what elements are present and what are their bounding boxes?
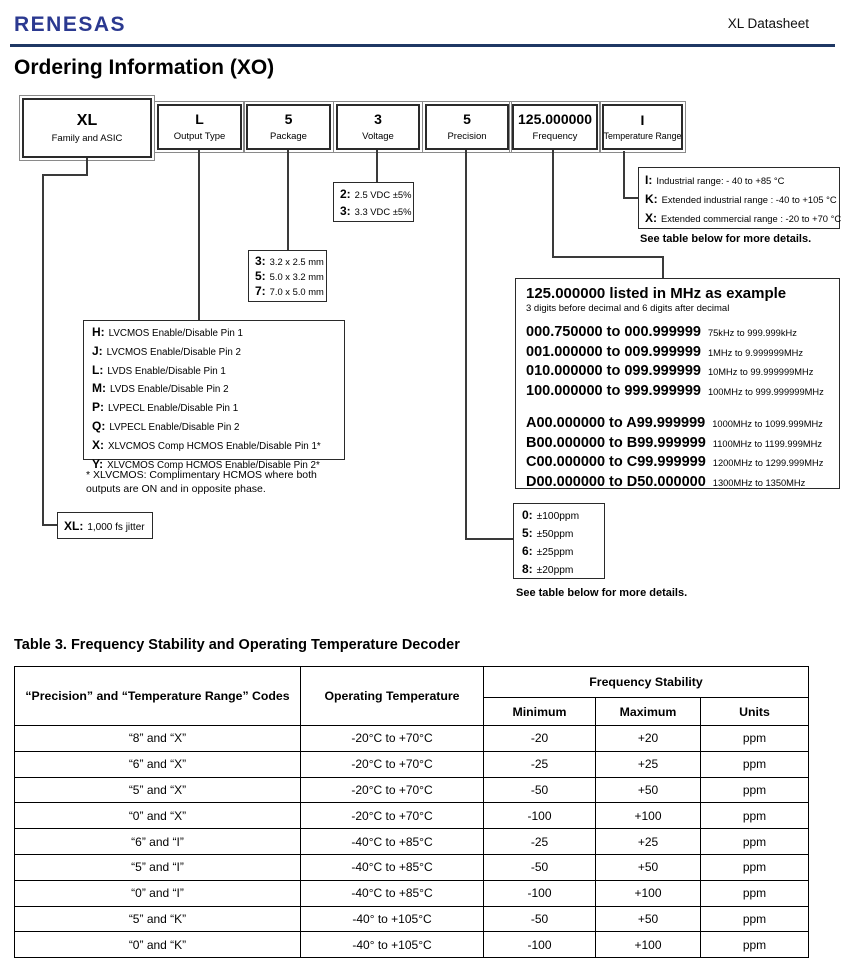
table-row [15,726,809,752]
code-description: ±50ppm [536,529,574,540]
frequency-code-range: D00.000000 to D50.000000 [526,473,706,490]
connector-output-type [198,150,200,320]
code-key: M: [92,381,106,396]
cell-minimum: -100 [484,932,596,958]
temperature-code-item [645,190,837,209]
code-description: LVDS Enable/Disable Pin 1 [107,365,226,377]
table-row [15,829,809,855]
code-key: K: [645,192,658,206]
package-code-item [255,254,324,269]
part-number-box [512,104,598,150]
cell-operating-temperature: -20°C to +70°C [301,803,484,829]
cell-minimum: -100 [484,880,596,906]
frequency-callout-title: 125.000000 listed in MHz as example [526,285,787,302]
cell-codes: “0” and “K” [15,932,301,958]
code-description: 1,000 fs jitter [87,521,145,533]
cell-operating-temperature: -20°C to +70°C [301,726,484,752]
renesas-logo: RENESAS [14,13,127,36]
frequency-stability-table [14,666,809,958]
part-number-field-label: Frequency [532,130,578,142]
table3-wrapper [14,666,809,958]
frequency-range-row [526,382,829,402]
cell-units: ppm [701,932,809,958]
header-codes: “Precision” and “Temperature Range” Codes [15,667,301,726]
output-type-code-item [92,343,336,362]
table-row [15,906,809,932]
cell-codes: “5” and “I” [15,854,301,880]
cell-codes: “0” and “I” [15,880,301,906]
code-description: XLVCMOS Comp HCMOS Enable/Disable Pin 2* [107,459,320,471]
header-minimum: Minimum [484,698,596,726]
code-key: 3: [255,254,266,268]
table-row [15,854,809,880]
page-title: Ordering Information (XO) [14,56,275,79]
cell-codes: “0” and “X” [15,803,301,829]
code-description: LVPECL Enable/Disable Pin 1 [108,403,239,415]
frequency-range-row [526,362,829,382]
part-number-code: 125.000000 [518,111,592,128]
frequency-value-range: 100MHz to 999.999999MHz [707,386,824,397]
connector-frequency [662,256,664,278]
part-number-field-label: Voltage [362,130,394,142]
frequency-code-range: C00.000000 to C99.999999 [526,454,706,470]
frequency-code-range: A00.000000 to A99.999999 [526,415,706,431]
code-key: 7: [255,284,266,298]
header-frequency-stability: Frequency Stability [484,667,809,698]
frequency-value-range: 10MHz to 99.999999MHz [707,367,814,377]
cell-maximum: +25 [596,751,701,777]
cell-codes: “5” and “X” [15,777,301,803]
frequency-value-range: 1000MHz to 1099.999MHz [712,419,823,429]
code-key: J: [92,343,103,358]
temperature-code-item [645,209,842,228]
connector-voltage [376,150,378,182]
part-number-code: 5 [284,111,293,128]
temperature-see-table-note: See table below for more details. [640,233,812,245]
code-description: 3.3 VDC ±5% [354,206,412,217]
part-number-box [336,104,420,150]
code-description: XLVCMOS Comp HCMOS Enable/Disable Pin 1* [108,440,321,452]
output-type-code-item [92,380,336,399]
connector-temperature [623,197,638,199]
cell-operating-temperature: -40°C to +85°C [301,854,484,880]
code-description: ±25ppm [536,547,574,558]
code-key: 5: [522,526,533,540]
frequency-code-range: 001.000000 to 009.999999 [526,343,701,360]
connector-temperature [623,151,625,199]
table3-caption: Table 3. Frequency Stability and Operating Temperature Decoder [14,637,460,653]
cell-maximum: +100 [596,880,701,906]
table-row [15,777,809,803]
frequency-value-range: 1300MHz to 1350MHz [712,477,806,488]
connector-family [42,174,44,526]
code-key: X: [92,437,104,452]
frequency-range-row [526,414,829,434]
header-units: Units [701,698,809,726]
family-code-item [64,519,145,533]
output-type-code-item [92,399,336,418]
voltage-code-item [340,186,412,203]
frequency-value-range: 1MHz to 9.999999MHz [707,347,804,358]
frequency-group-gap [526,401,829,414]
code-key: L: [92,362,104,377]
part-number-code: 3 [374,111,382,128]
code-key: 5: [255,269,266,283]
frequency-callout [515,278,840,489]
connector-frequency [552,256,664,258]
document-title: XL Datasheet [727,16,809,31]
connector-frequency [552,150,554,258]
part-number-code: 5 [463,111,471,128]
connector-precision [465,150,467,540]
code-description: LVCMOS Enable/Disable Pin 1 [108,328,243,339]
table-row [15,880,809,906]
frequency-range-row [526,323,829,343]
output-type-code-item [92,418,336,437]
cell-units: ppm [701,726,809,752]
code-key: Q: [92,418,106,433]
connector-family [42,174,88,176]
frequency-value-range: 75kHz to 999.999kHz [707,328,797,338]
cell-units: ppm [701,880,809,906]
cell-operating-temperature: -40° to +105°C [301,932,484,958]
cell-units: ppm [701,829,809,855]
cell-minimum: -100 [484,803,596,829]
cell-units: ppm [701,854,809,880]
frequency-code-range: 010.000000 to 099.999999 [526,363,701,379]
temperature-code-item [645,171,833,190]
cell-codes: “5” and “K” [15,906,301,932]
header-operating-temperature: Operating Temperature [301,667,484,726]
table-row [15,803,809,829]
package-code-item [255,284,324,299]
code-description: LVCMOS Enable/Disable Pin 2 [106,346,241,358]
cell-maximum: +25 [596,829,701,855]
output-type-footnote: * XLVCMOS: Complimentary HCMOS where both outputs are ON and in opposite phase. [86,469,317,496]
voltage-code-item [340,203,412,220]
frequency-code-range: 000.750000 to 000.999999 [526,324,701,340]
code-description: Extended industrial range : -40 to +105 °C [661,194,837,205]
cell-maximum: +20 [596,726,701,752]
connector-package [287,150,289,250]
package-callout [248,250,327,302]
part-number-field-label: Output Type [173,130,226,142]
code-description: Extended commercial range : -20 to +70 °C [661,213,842,224]
header-maximum: Maximum [596,698,701,726]
output-type-code-item [92,437,336,456]
part-number-box [22,98,152,158]
code-key: I: [645,173,653,187]
part-number-box [425,104,509,150]
code-description: 5.0 x 3.2 mm [269,271,324,282]
code-description: ±20ppm [536,565,574,576]
precision-see-table-note: See table below for more details. [516,587,688,599]
cell-operating-temperature: -20°C to +70°C [301,777,484,803]
frequency-code-range: 100.000000 to 999.999999 [526,382,701,399]
part-number-field-label: Package [270,130,307,142]
precision-code-item [522,543,596,561]
part-number-field-label: Temperature Range [603,131,682,142]
cell-codes: “6” and “I” [15,829,301,855]
code-key: 8: [522,562,533,576]
cell-codes: “8” and “X” [15,726,301,752]
precision-code-item [522,507,596,525]
frequency-callout-subtitle: 3 digits before decimal and 6 digits after decimal [526,303,730,314]
precision-callout [513,503,605,579]
part-number-field-label: Family and ASIC [51,132,123,144]
output-type-callout [83,320,345,471]
cell-operating-temperature: -40°C to +85°C [301,829,484,855]
frequency-range-row [526,453,829,473]
cell-maximum: +100 [596,803,701,829]
header-rule [10,44,835,47]
cell-minimum: -25 [484,829,596,855]
code-key: P: [92,400,104,415]
code-key: 0: [522,508,533,522]
code-description: 2.5 VDC ±5% [354,189,412,200]
frequency-range-row [526,343,829,363]
cell-operating-temperature: -40° to +105°C [301,906,484,932]
code-key: H: [92,325,105,339]
code-key: Y: [92,456,104,471]
cell-codes: “6” and “X” [15,751,301,777]
code-description: LVDS Enable/Disable Pin 2 [110,384,229,396]
code-description: Industrial range: - 40 to +85 °C [656,175,785,186]
part-number-code: I [640,111,645,128]
cell-minimum: -25 [484,751,596,777]
code-description: ±100ppm [536,511,580,522]
code-key: 3: [340,204,351,218]
code-key: X: [645,211,657,225]
part-number-box [602,104,683,150]
cell-maximum: +50 [596,777,701,803]
temperature-range-callout [638,167,840,229]
cell-maximum: +50 [596,854,701,880]
part-number-code: L [195,111,204,128]
part-number-code: XL [76,112,98,130]
precision-code-item [522,561,596,579]
cell-minimum: -50 [484,854,596,880]
cell-units: ppm [701,751,809,777]
code-key: 6: [522,544,533,558]
cell-operating-temperature: -20°C to +70°C [301,751,484,777]
table-row [15,751,809,777]
output-type-code-item [92,324,336,343]
code-description: 7.0 x 5.0 mm [269,286,324,297]
output-type-code-item [92,362,336,381]
connector-family [42,524,57,526]
code-key: 2: [340,187,351,201]
part-number-box [157,104,242,150]
frequency-code-range: B00.000000 to B99.999999 [526,434,706,451]
cell-maximum: +100 [596,932,701,958]
connector-precision [465,538,513,540]
code-description: LVPECL Enable/Disable Pin 2 [109,421,240,433]
frequency-value-range: 1100MHz to 1199.999MHz [712,438,822,449]
cell-maximum: +50 [596,906,701,932]
cell-minimum: -20 [484,726,596,752]
cell-operating-temperature: -40°C to +85°C [301,880,484,906]
package-code-item [255,269,324,284]
frequency-value-range: 1200MHz to 1299.999MHz [712,458,824,468]
precision-code-item [522,525,596,543]
frequency-range-row [526,434,829,454]
cell-units: ppm [701,906,809,932]
cell-minimum: -50 [484,777,596,803]
part-number-box [246,104,331,150]
frequency-range-row [526,473,829,493]
family-callout [57,512,153,539]
cell-units: ppm [701,777,809,803]
voltage-callout [333,182,414,222]
table-row [15,932,809,958]
cell-minimum: -50 [484,906,596,932]
code-key: XL: [64,518,84,533]
code-description: 3.2 x 2.5 mm [269,256,324,267]
part-number-field-label: Precision [447,130,487,142]
cell-units: ppm [701,803,809,829]
